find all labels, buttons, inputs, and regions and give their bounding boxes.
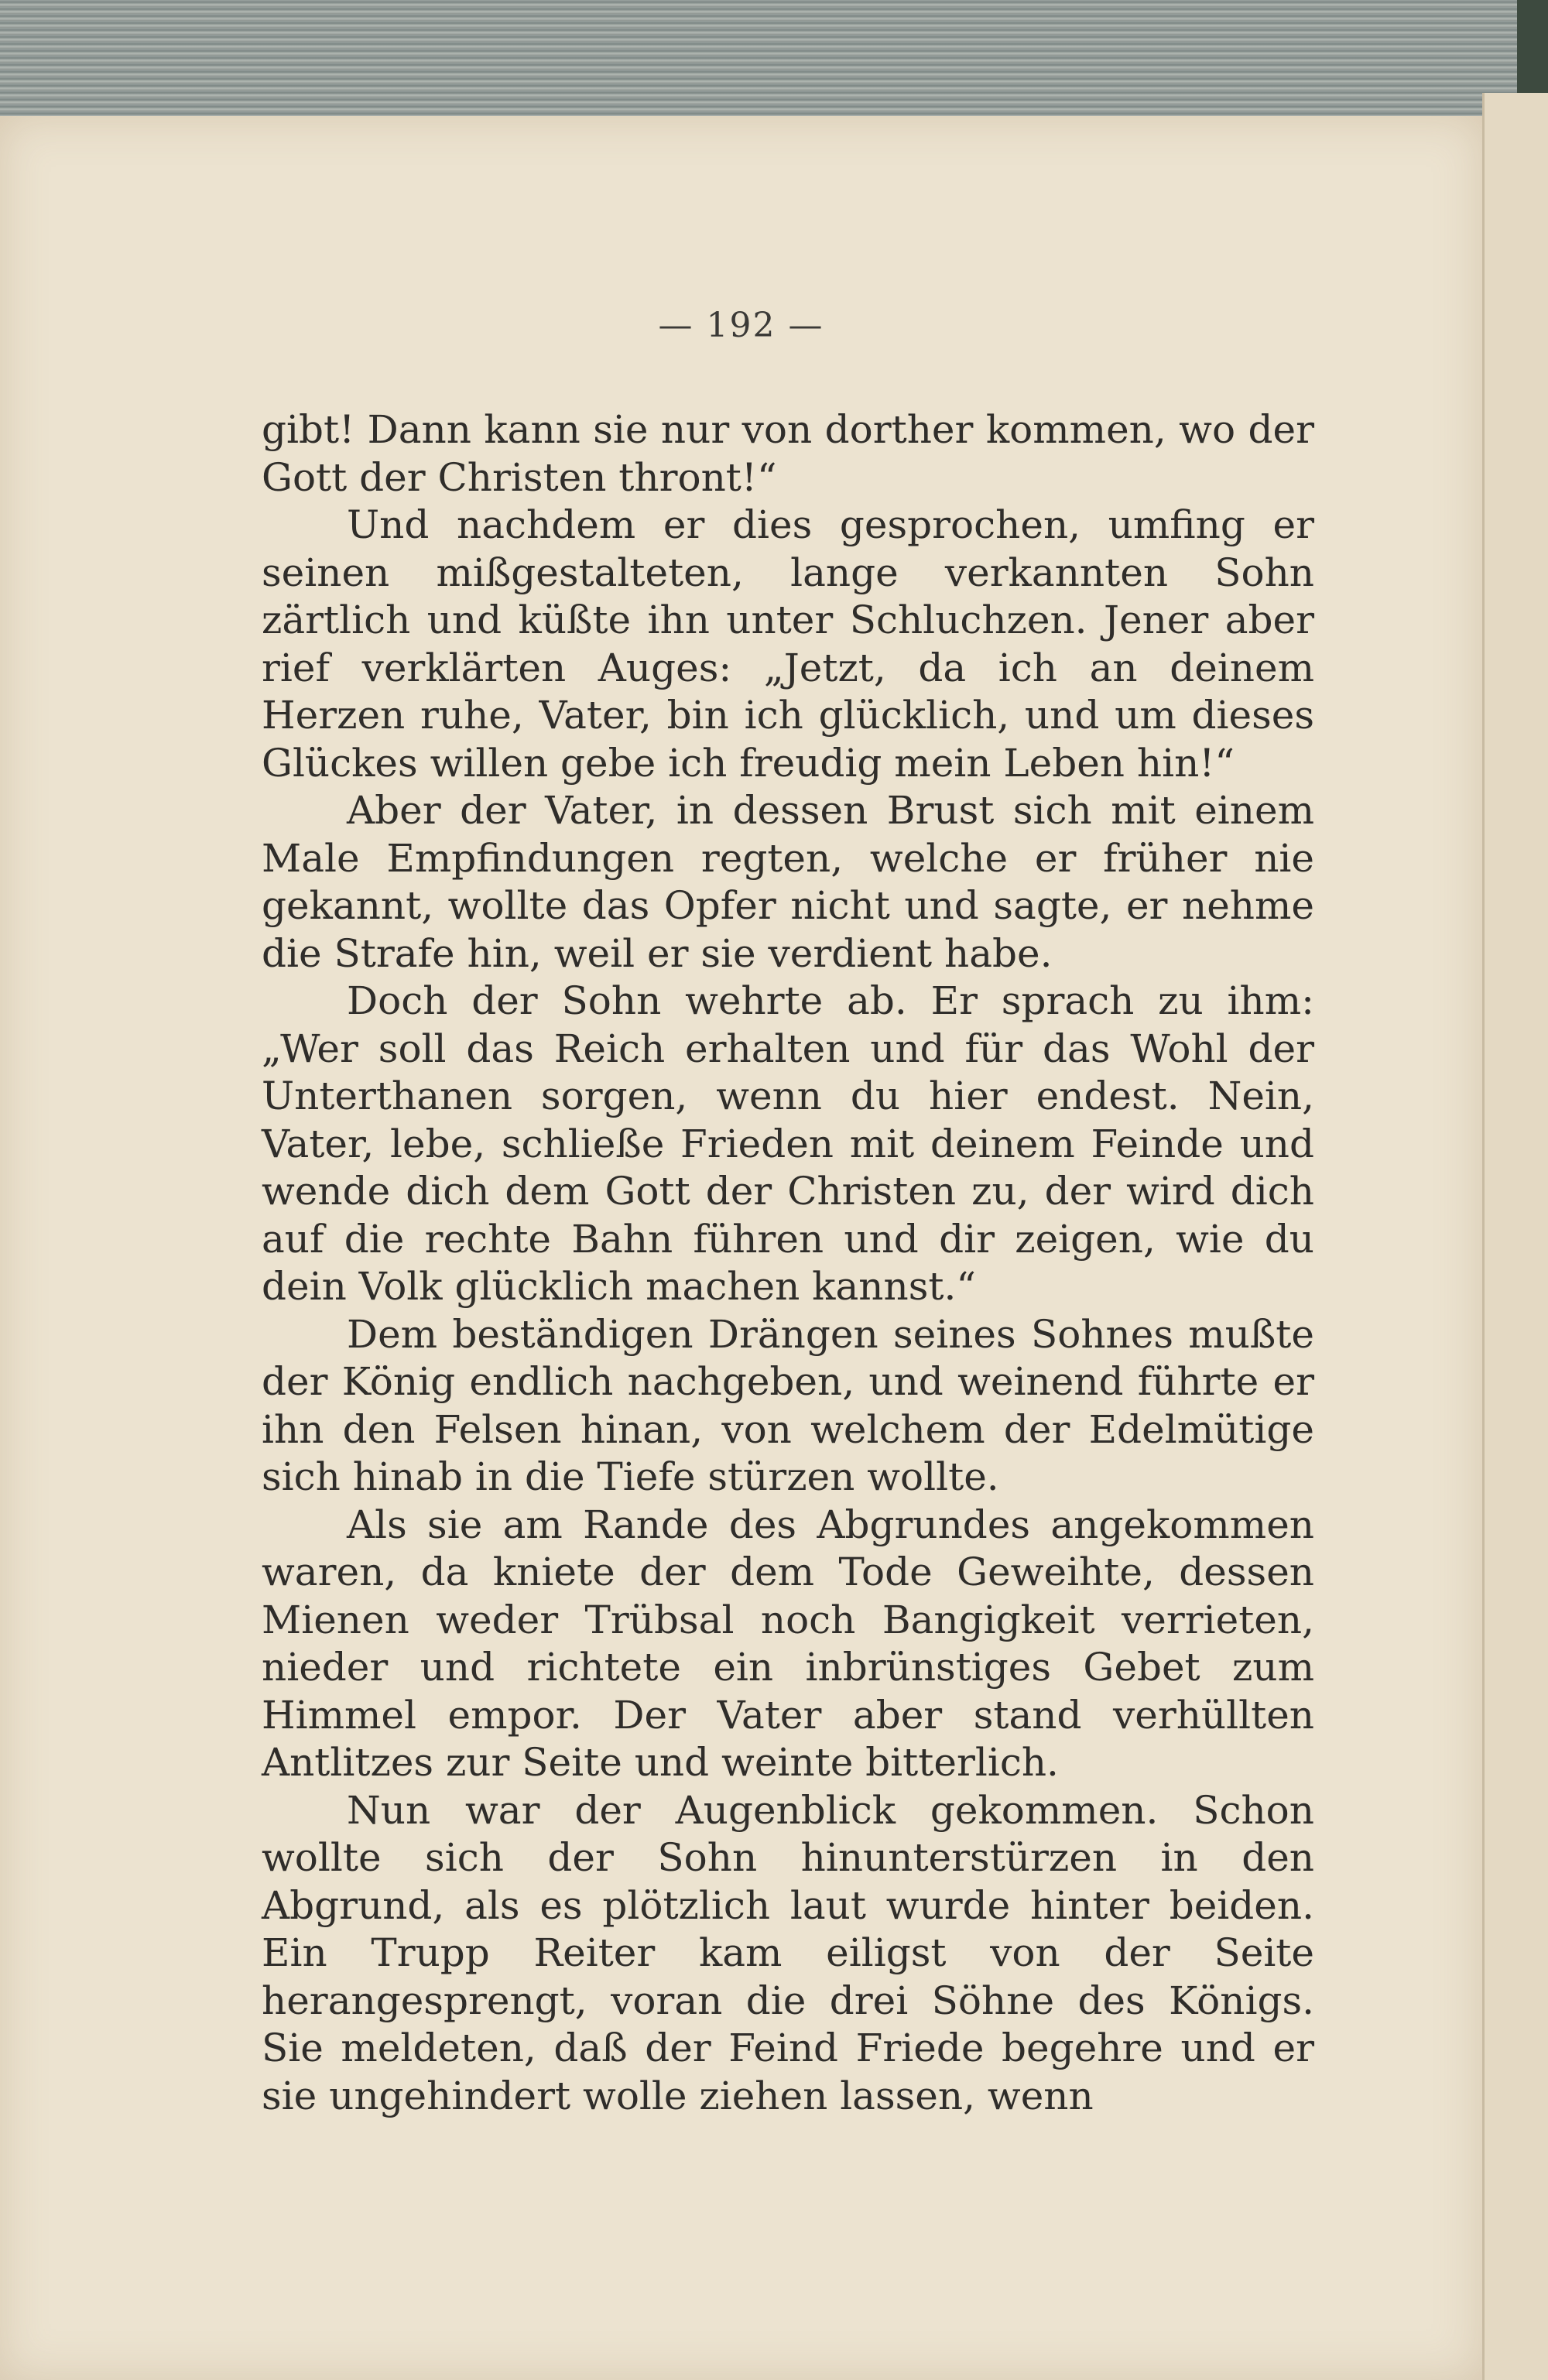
paragraph: Aber der Vater, in dessen Brust sich mit einem Male Empfindungen regten, welche er früher nie gekannt, wollte das Opfer nicht und sagte, er nehme die Strafe hin, weil er sie verdient habe. <box>262 788 1314 976</box>
page-text <box>262 406 1314 2120</box>
paragraph: Nun war der Augenblick gekommen. Schon wollte sich der Sohn hinunterstürzen in den Abgrund, als es plötzlich laut wurde hinter beiden. Ein Trupp Reiter kam eiligst von der Seite herangesprengt, voran die drei Söhne des Königs. Sie meldeten, daß der Feind Friede begehre und er sie ungehindert wolle ziehen lassen, wenn <box>262 1787 1314 2118</box>
paragraph: gibt! Dann kann sie nur von dorther kommen, wo der Gott der Christen thront!“ <box>262 407 1314 500</box>
paragraph: Doch der Sohn wehrte ab. Er sprach zu ihm: „Wer soll das Reich erhalten und für das Wohl der Unterthanen sorgen, wenn du hier endest. Nein, Vater, lebe, schließe Frieden mit deinem Feinde und wende dich dem Gott der Christen zu, der wird dich auf die rechte Bahn führen und dir zeigen, wie du dein Volk glücklich machen kannst.“ <box>262 978 1314 1309</box>
page-number: — 192 — <box>658 306 824 345</box>
paragraph: Als sie am Rande des Abgrundes angekommen waren, da kniete der dem Tode Geweihte, dessen Mienen weder Trübsal noch Bangigkeit verrieten, nieder und richtete ein inbrünstiges Gebet zum Himmel empor. Der Vater aber stand verhüllten Antlitzes zur Seite und weinte bitterlich. <box>262 1502 1314 1785</box>
paragraph: Dem beständigen Drängen seines Sohnes mußte der König endlich nachgeben, und weinend führte er ihn den Felsen hinan, von welchem der Edelmütige sich hinab in die Tiefe stürzen wollte. <box>262 1311 1314 1499</box>
paragraph: Und nachdem er dies gesprochen, umfing er seinen mißgestalteten, lange verkannten Sohn zärtlich und küßte ihn unter Schluchzen. Jener aber rief verklärten Auges: „Jetzt, da ich an deinem Herzen ruhe, Vater, bin ich glücklich, und um dieses Glückes willen gebe ich freudig mein Leben hin!“ <box>262 502 1314 786</box>
book-page-edges <box>0 0 1517 124</box>
next-page-edge <box>1482 93 1548 2380</box>
